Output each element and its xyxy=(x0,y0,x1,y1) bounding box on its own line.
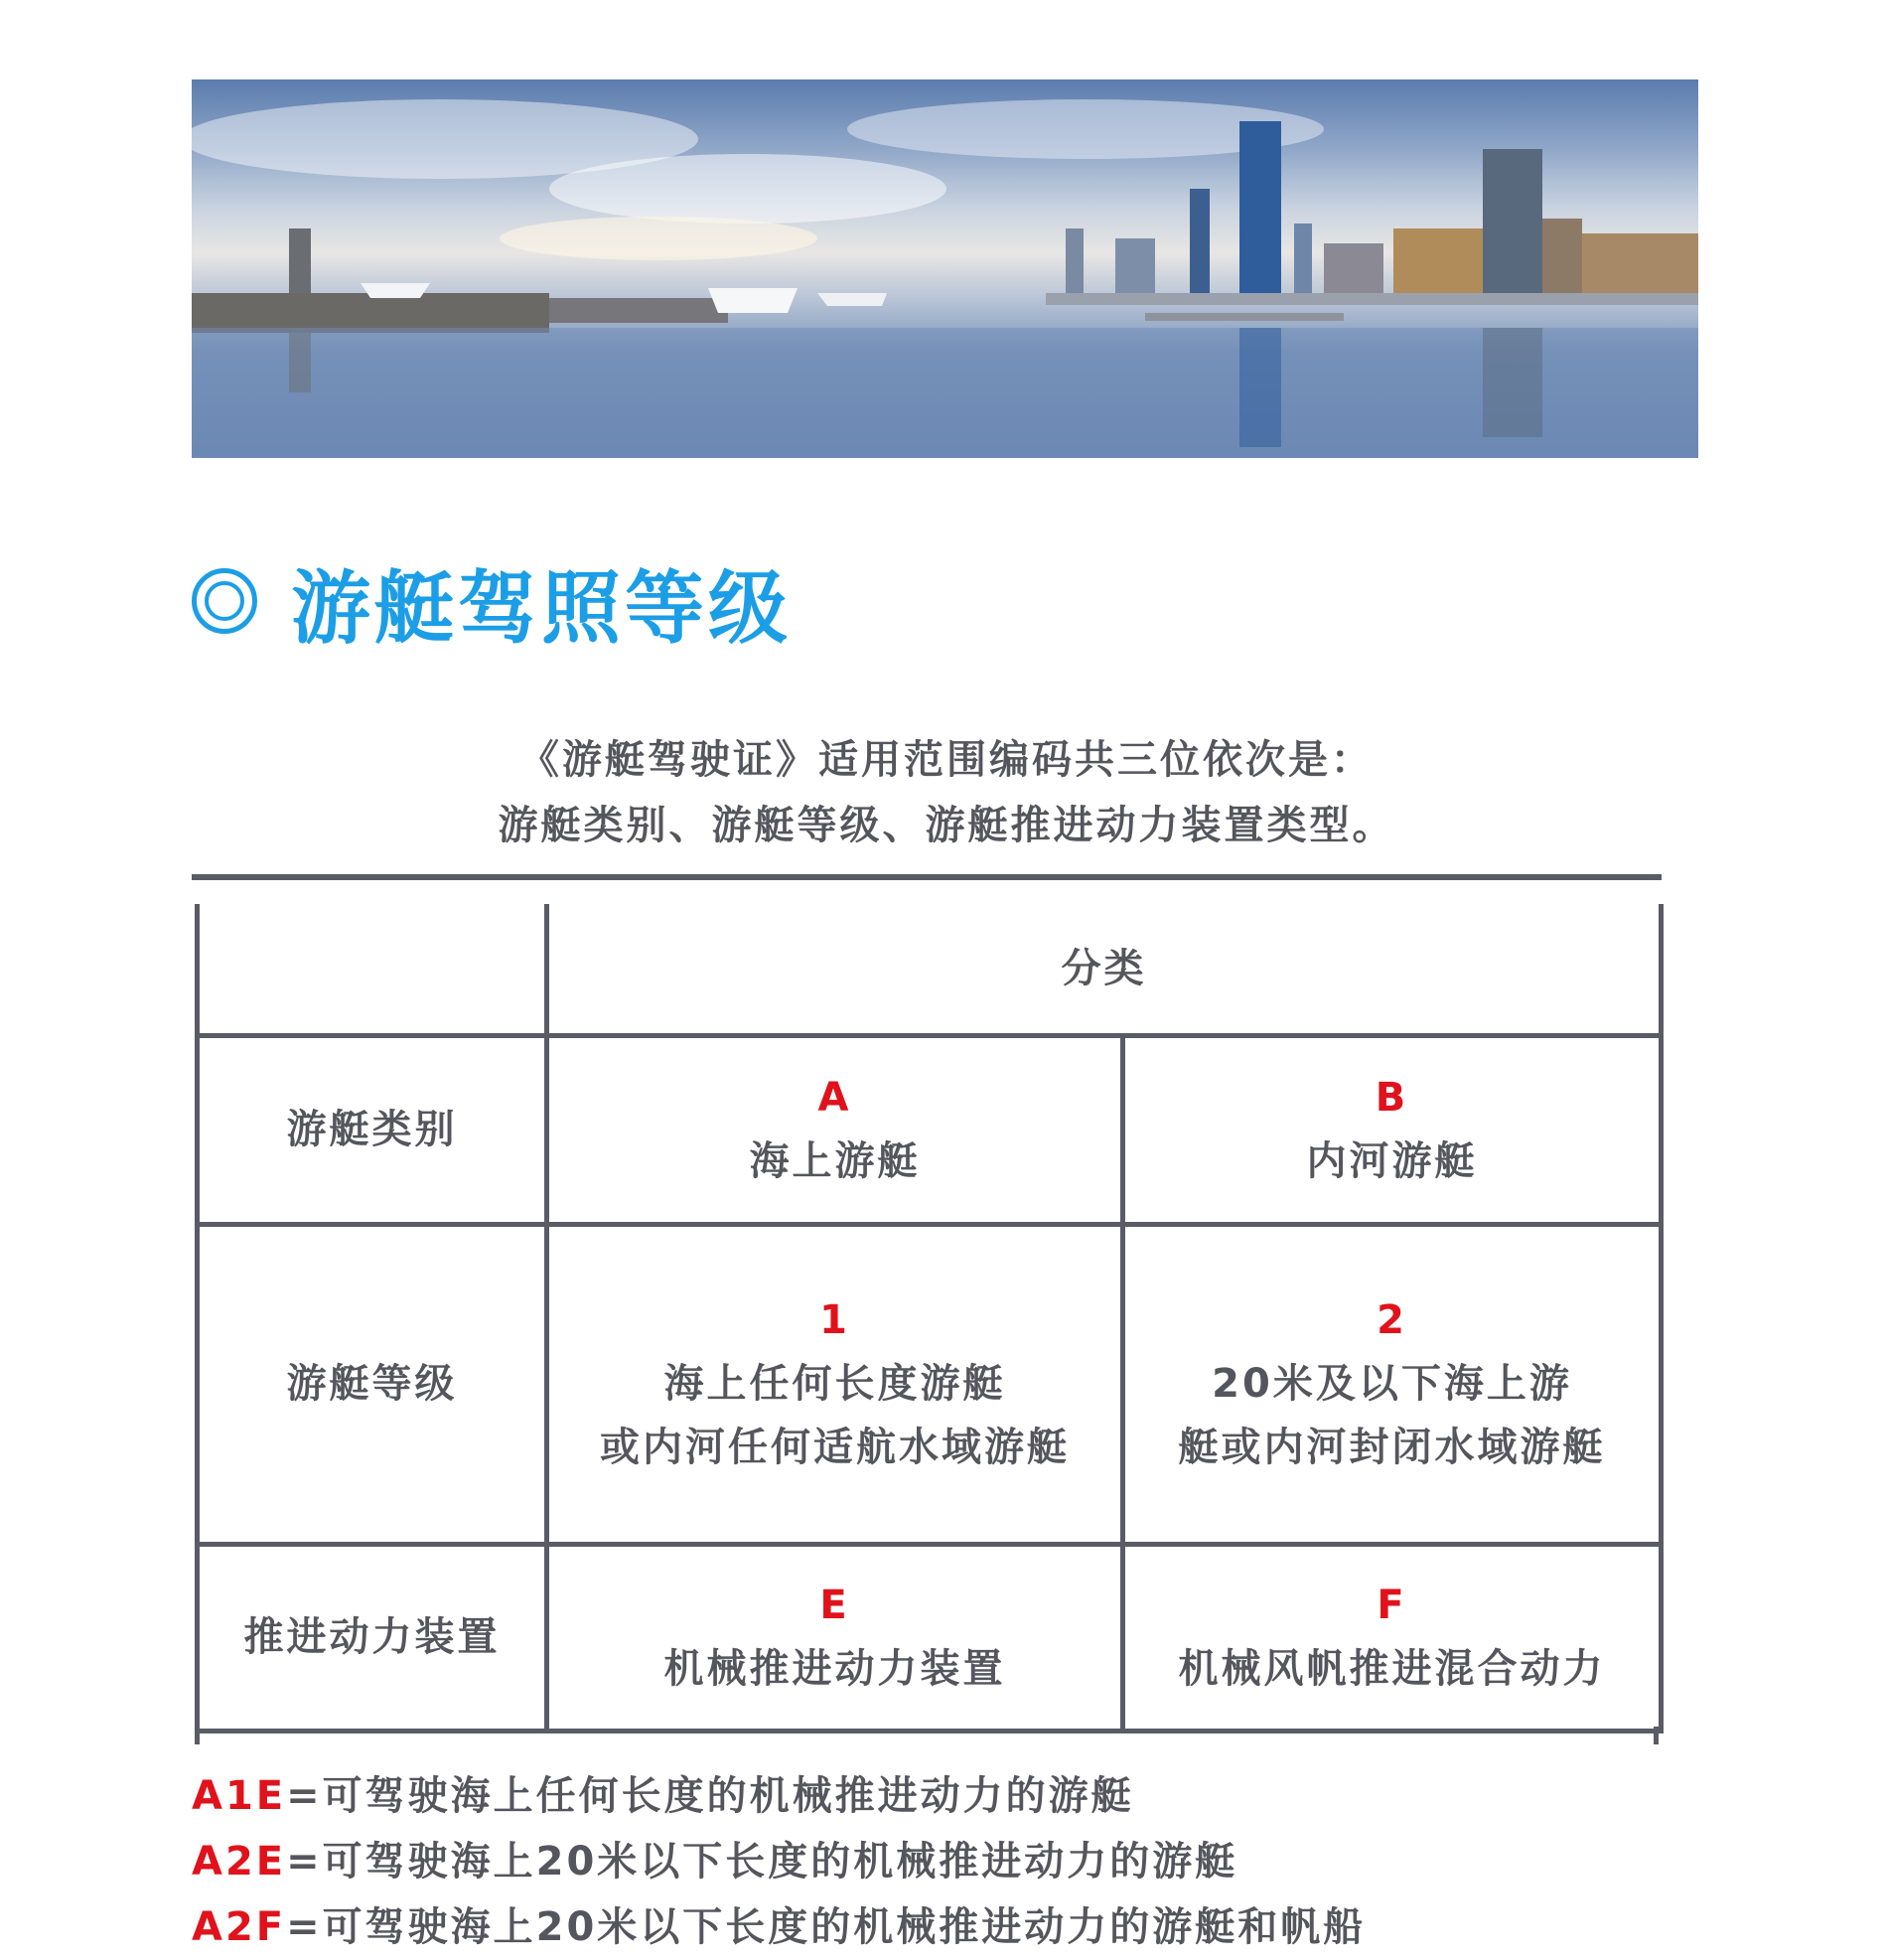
cell-code: F xyxy=(1377,1583,1407,1628)
target-circle-icon xyxy=(192,568,257,634)
cell-code: E xyxy=(819,1583,850,1628)
note-line xyxy=(192,1763,1366,1829)
note-code: A2F xyxy=(192,1904,287,1950)
license-classification-table xyxy=(195,904,1664,1734)
table-cell xyxy=(547,1035,1123,1224)
cell-text: 机械推进动力装置 xyxy=(663,1646,1006,1692)
cell-text: 海上任何长度游艇 xyxy=(663,1361,1006,1407)
cell-text: 艇或内河封闭水域游艇 xyxy=(1178,1425,1606,1470)
section-heading xyxy=(192,556,792,655)
table-header-row xyxy=(198,904,1662,1035)
cell-text: 机械风帆推进混合动力 xyxy=(1178,1646,1606,1692)
intro-line-2: 游艇类别、游艇等级、游艇推进动力装置类型。 xyxy=(498,803,1395,848)
cell-text: 或内河任何适航水域游艇 xyxy=(600,1425,1070,1470)
cell-text: 海上游艇 xyxy=(749,1138,921,1184)
table-top-rule xyxy=(192,874,1662,880)
cell-code: 2 xyxy=(1377,1297,1407,1343)
table-cell xyxy=(1123,1224,1662,1544)
license-code-notes xyxy=(192,1763,1366,1960)
section-title: 游艇驾照等级 xyxy=(291,561,792,655)
table-bottom-edge xyxy=(195,1727,1659,1744)
intro-line-1: 《游艇驾驶证》适用范围编码共三位依次是： xyxy=(519,737,1374,783)
table-row xyxy=(198,1035,1662,1224)
marina-banner-image xyxy=(192,79,1698,458)
table-cell xyxy=(547,1544,1123,1731)
table-cell xyxy=(1123,1544,1662,1731)
cell-code: A xyxy=(817,1075,852,1121)
table-row xyxy=(198,1544,1662,1731)
table-row xyxy=(198,1224,1662,1544)
cell-text: 内河游艇 xyxy=(1306,1138,1478,1184)
note-text: =可驾驶海上20米以下长度的机械推进动力的游艇 xyxy=(286,1839,1238,1885)
note-code: A2E xyxy=(192,1839,287,1885)
table-cell xyxy=(1123,1035,1662,1224)
note-text: =可驾驶海上任何长度的机械推进动力的游艇 xyxy=(286,1773,1134,1819)
note-line xyxy=(192,1829,1366,1894)
row-label: 推进动力装置 xyxy=(198,1544,547,1731)
cell-code: 1 xyxy=(819,1297,850,1343)
cell-code: B xyxy=(1375,1075,1409,1121)
table-header-cell: 分类 xyxy=(547,904,1662,1035)
intro-text xyxy=(192,727,1701,858)
note-text: =可驾驶海上20米以下长度的机械推进动力的游艇和帆船 xyxy=(286,1904,1367,1950)
table-cell xyxy=(547,1224,1123,1544)
row-label: 游艇类别 xyxy=(198,1035,547,1224)
cell-text: 20米及以下海上游 xyxy=(1212,1361,1572,1407)
row-label: 游艇等级 xyxy=(198,1224,547,1544)
note-line xyxy=(192,1894,1366,1960)
note-code: A1E xyxy=(192,1773,287,1819)
table-corner-cell xyxy=(198,904,547,1035)
